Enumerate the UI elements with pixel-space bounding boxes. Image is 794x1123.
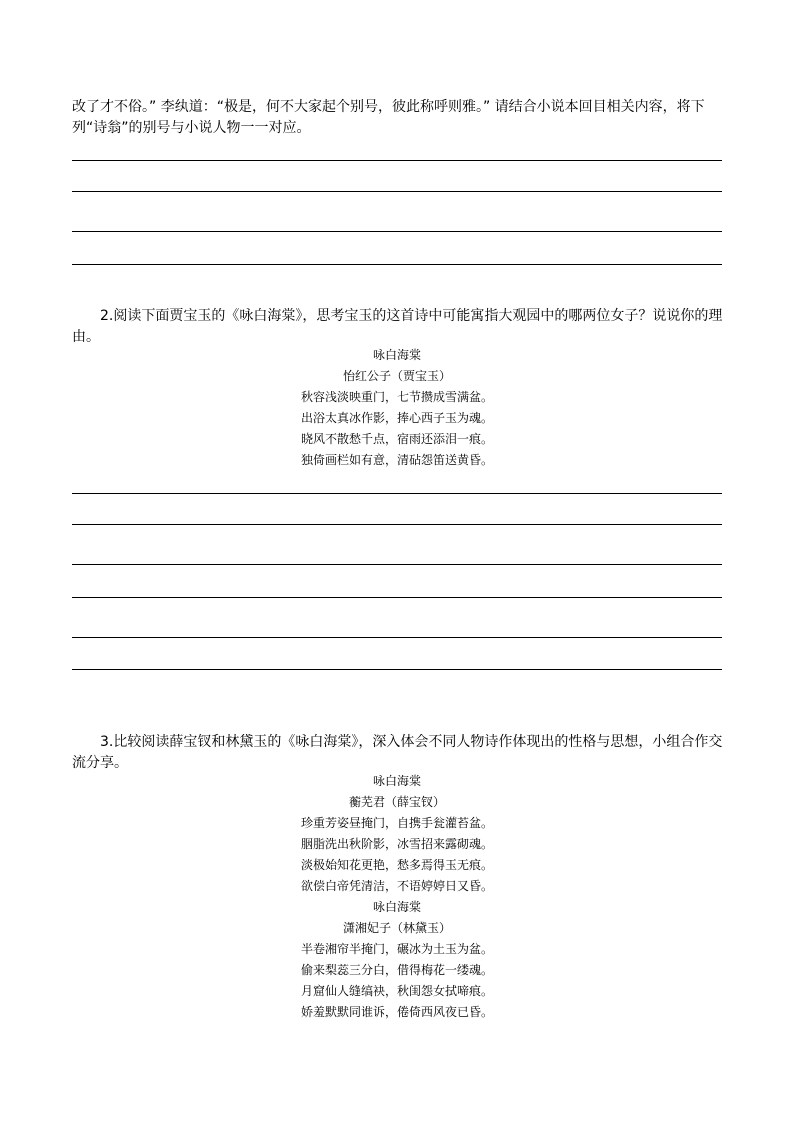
answer-line xyxy=(72,524,722,525)
poem-line: 月窟仙人缝缟袂，秋闺怨女拭啼痕。 xyxy=(300,984,493,998)
answer-line xyxy=(72,191,722,192)
answer-line xyxy=(72,637,722,638)
poem-line: 出浴太真冰作影，捧心西子玉为魂。 xyxy=(300,411,493,425)
answer-line xyxy=(72,231,722,232)
question-2-prompt: 2.阅读下面贾宝玉的《咏白海棠》，思考宝玉的这首诗中可能寓指大观园中的哪两位女子？说说你的理由。 xyxy=(72,308,723,345)
poem-line: 半卷湘帘半掩门，碾冰为土玉为盆。 xyxy=(300,942,493,956)
poem-baoyu xyxy=(0,345,794,471)
poem-line: 独倚画栏如有意，清砧怨笛送黄昏。 xyxy=(300,453,493,467)
poem-line: 欲偿白帝凭清洁，不语婷婷日又昏。 xyxy=(300,879,493,893)
poem-line: 晓风不散愁千点，宿雨还添泪一痕。 xyxy=(300,432,493,446)
poem-author: 怡红公子（贾宝玉） xyxy=(342,369,451,383)
poem-author: 蘅芜君（薛宝钗） xyxy=(348,795,445,809)
question-3-prompt: 3.比较阅读薛宝钗和林黛玉的《咏白海棠》，深入体会不同人物诗作体现出的性格与思想，小组合作交流分享。 xyxy=(72,734,723,771)
answer-line xyxy=(72,669,722,670)
answer-line xyxy=(72,564,722,565)
poem-title: 咏白海棠 xyxy=(372,348,421,362)
question-1-text: 改了才不俗。” 李纨道：“极是，何不大家起个别号，彼此称呼则雅。” 请结合小说本回目相关内容，将下列“诗翁”的别号与小说人物一一对应。 xyxy=(72,99,705,136)
poem-line: 偷来梨蕊三分白，借得梅花一缕魂。 xyxy=(300,963,493,977)
poem-daiyu xyxy=(0,897,794,1023)
answer-line xyxy=(72,493,722,494)
poem-line: 胭脂洗出秋阶影，冰雪招来露砌魂。 xyxy=(300,837,493,851)
poem-line: 娇羞默默同谁诉，倦倚西风夜已昏。 xyxy=(300,1005,493,1019)
answer-line xyxy=(72,160,722,161)
poem-baochai xyxy=(0,771,794,897)
poem-line: 珍重芳姿昼掩门，自携手瓮灌苔盆。 xyxy=(300,816,493,830)
poem-title: 咏白海棠 xyxy=(372,900,421,914)
poem-line: 淡极始知花更艳，愁多焉得玉无痕。 xyxy=(300,858,493,872)
poem-title: 咏白海棠 xyxy=(372,774,421,788)
poem-line: 秋容浅淡映重门，七节攒成雪满盆。 xyxy=(300,390,493,404)
answer-line xyxy=(72,597,722,598)
answer-line xyxy=(72,264,722,265)
poem-author: 潇湘妃子（林黛玉） xyxy=(342,921,451,935)
